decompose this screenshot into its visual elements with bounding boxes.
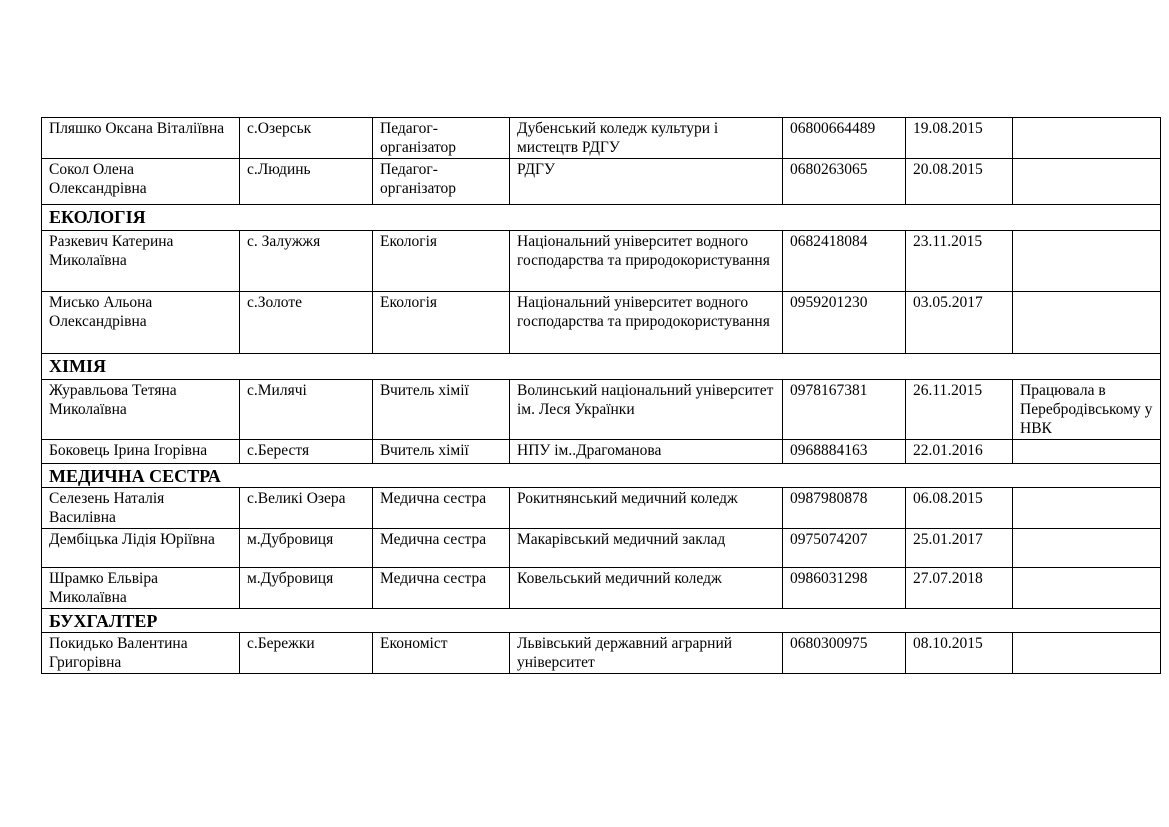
section-row (42, 609, 1161, 633)
phone-cell: 0680300975 (783, 633, 906, 674)
note-cell (1013, 159, 1161, 205)
place-cell: с.Озерськ (240, 118, 373, 159)
education-cell: Ковельський медичний коледж (510, 568, 783, 609)
phone-cell: 0680263065 (783, 159, 906, 205)
candidates-table (41, 117, 1161, 674)
date-cell: 26.11.2015 (906, 380, 1013, 440)
education-cell: Рокитнянський медичний коледж (510, 488, 783, 529)
phone-cell: 0978167381 (783, 380, 906, 440)
date-cell: 20.08.2015 (906, 159, 1013, 205)
table-row (42, 633, 1161, 674)
date-cell: 08.10.2015 (906, 633, 1013, 674)
specialty-cell: Екологія (373, 292, 510, 354)
section-title: БУХГАЛТЕР (42, 609, 1161, 633)
name-cell: Пляшко Оксана Віталіївна (42, 118, 240, 159)
place-cell: с.Людинь (240, 159, 373, 205)
specialty-cell: Економіст (373, 633, 510, 674)
section-row (42, 464, 1161, 488)
place-cell: м.Дубровиця (240, 529, 373, 568)
date-cell: 25.01.2017 (906, 529, 1013, 568)
specialty-cell: Екологія (373, 231, 510, 292)
specialty-cell: Вчитель хімії (373, 380, 510, 440)
date-cell: 23.11.2015 (906, 231, 1013, 292)
note-cell (1013, 568, 1161, 609)
education-cell: Національний університет водного господарства та природокористування (510, 231, 783, 292)
section-row (42, 354, 1161, 380)
name-cell: Разкевич Катерина Миколаївна (42, 231, 240, 292)
table-row (42, 159, 1161, 205)
specialty-cell: Педагог-організатор (373, 118, 510, 159)
section-title: ХІМІЯ (42, 354, 1161, 380)
place-cell: с.Золоте (240, 292, 373, 354)
specialty-cell: Вчитель хімії (373, 440, 510, 464)
name-cell: Селезень Наталія Василівна (42, 488, 240, 529)
place-cell: с.Бережки (240, 633, 373, 674)
table-row (42, 440, 1161, 464)
phone-cell: 0986031298 (783, 568, 906, 609)
date-cell: 27.07.2018 (906, 568, 1013, 609)
education-cell: Макарівський медичний заклад (510, 529, 783, 568)
place-cell: с.Великі Озера (240, 488, 373, 529)
note-cell: Працювала в Перебродівському у НВК (1013, 380, 1161, 440)
phone-cell: 0968884163 (783, 440, 906, 464)
place-cell: с.Берестя (240, 440, 373, 464)
note-cell (1013, 633, 1161, 674)
table-row (42, 529, 1161, 568)
name-cell: Мисько Альона Олександрівна (42, 292, 240, 354)
note-cell (1013, 292, 1161, 354)
place-cell: с. Залужжя (240, 231, 373, 292)
specialty-cell: Педагог-організатор (373, 159, 510, 205)
name-cell: Сокол Олена Олександрівна (42, 159, 240, 205)
education-cell: Волинський національний університет ім. Леся Українки (510, 380, 783, 440)
phone-cell: 0987980878 (783, 488, 906, 529)
section-title: МЕДИЧНА СЕСТРА (42, 464, 1161, 488)
table-row (42, 118, 1161, 159)
name-cell: Боковець Ірина Ігорівна (42, 440, 240, 464)
education-cell: Дубенський коледж культури і мистецтв РДГУ (510, 118, 783, 159)
date-cell: 22.01.2016 (906, 440, 1013, 464)
name-cell: Журавльова Тетяна Миколаївна (42, 380, 240, 440)
note-cell (1013, 231, 1161, 292)
education-cell: РДГУ (510, 159, 783, 205)
phone-cell: 0682418084 (783, 231, 906, 292)
phone-cell: 06800664489 (783, 118, 906, 159)
table-row (42, 568, 1161, 609)
phone-cell: 0975074207 (783, 529, 906, 568)
date-cell: 19.08.2015 (906, 118, 1013, 159)
note-cell (1013, 118, 1161, 159)
specialty-cell: Медична сестра (373, 529, 510, 568)
note-cell (1013, 440, 1161, 464)
table-row (42, 380, 1161, 440)
table-row (42, 488, 1161, 529)
specialty-cell: Медична сестра (373, 568, 510, 609)
place-cell: с.Милячі (240, 380, 373, 440)
name-cell: Дембіцька Лідія Юріївна (42, 529, 240, 568)
section-title: ЕКОЛОГІЯ (42, 205, 1161, 231)
table-row (42, 231, 1161, 292)
date-cell: 06.08.2015 (906, 488, 1013, 529)
specialty-cell: Медична сестра (373, 488, 510, 529)
education-cell: Національний університет водного господарства та природокористування (510, 292, 783, 354)
place-cell: м.Дубровиця (240, 568, 373, 609)
note-cell (1013, 529, 1161, 568)
date-cell: 03.05.2017 (906, 292, 1013, 354)
section-row (42, 205, 1161, 231)
education-cell: Львівський державний аграрний університет (510, 633, 783, 674)
education-cell: НПУ ім..Драгоманова (510, 440, 783, 464)
table-row (42, 292, 1161, 354)
name-cell: Шрамко Ельвіра Миколаївна (42, 568, 240, 609)
phone-cell: 0959201230 (783, 292, 906, 354)
name-cell: Покидько Валентина Григорівна (42, 633, 240, 674)
note-cell (1013, 488, 1161, 529)
